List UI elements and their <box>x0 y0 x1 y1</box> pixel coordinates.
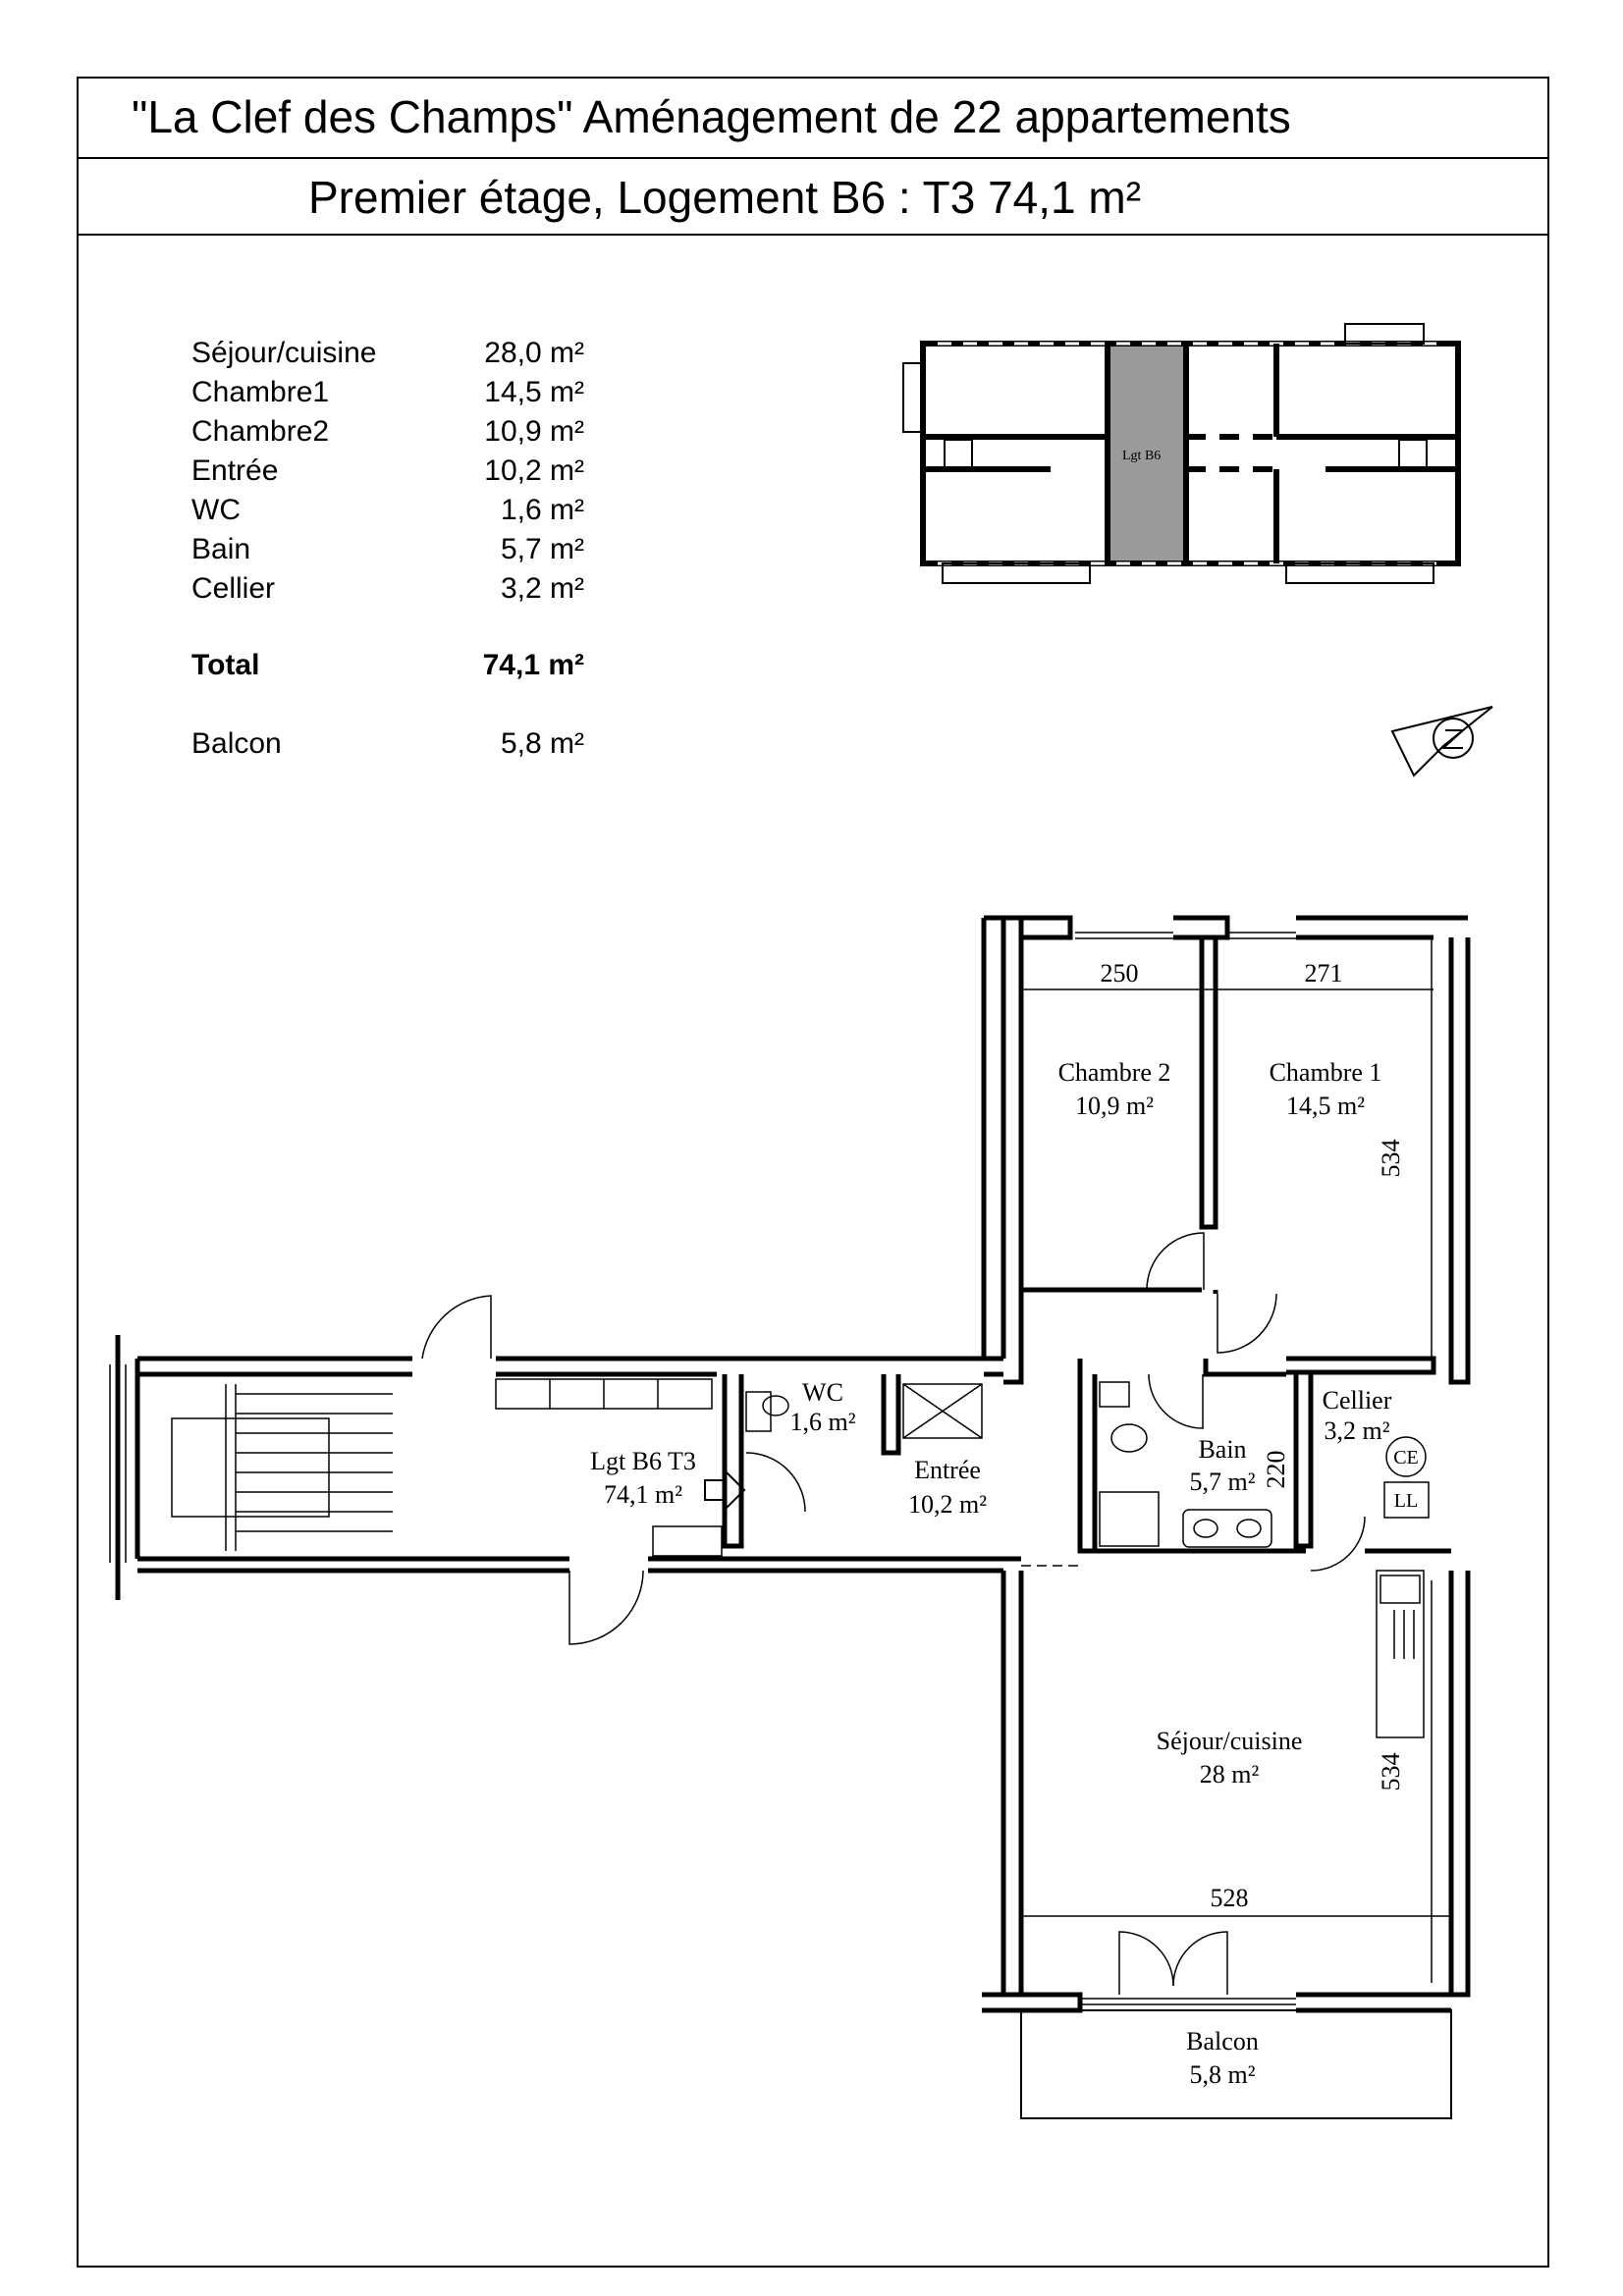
wall <box>1451 937 1468 1382</box>
unit-name: Lgt B6 T3 <box>590 1447 696 1475</box>
toilet-wc <box>763 1396 788 1415</box>
dim-sejour-depth: 534 <box>1377 1752 1405 1791</box>
wall <box>1173 918 1227 937</box>
north-arrow-icon <box>1392 707 1492 775</box>
ce-label: CE <box>1393 1447 1419 1468</box>
area-label: WC <box>191 494 241 526</box>
area-value: 10,2 m² <box>484 454 584 487</box>
area-label: Entrée <box>191 454 279 487</box>
unit-subtitle: Premier étage, Logement B6 : T3 74,1 m² <box>308 172 1142 223</box>
shower-tray <box>1100 1492 1159 1546</box>
wall <box>1202 937 1216 1227</box>
cellier-name: Cellier <box>1322 1386 1392 1415</box>
wc-area: 1,6 m² <box>789 1408 856 1436</box>
key-plan-stair-left <box>945 440 972 467</box>
door-chambre1 <box>1217 1294 1276 1353</box>
dim-bain-depth: 220 <box>1262 1450 1290 1489</box>
area-label: Chambre1 <box>191 376 330 408</box>
area-value: 28,0 m² <box>484 337 584 369</box>
area-value: 10,9 m² <box>484 415 584 448</box>
balcon-area: 5,8 m² <box>1189 2060 1256 2089</box>
area-label: Cellier <box>191 572 276 605</box>
wall <box>1003 918 1021 1360</box>
bain-area: 5,7 m² <box>1189 1468 1256 1496</box>
entree-area: 10,2 m² <box>907 1490 988 1519</box>
kitchen-counter <box>1377 1571 1424 1737</box>
door-balcon-right <box>1173 1932 1227 1995</box>
bain-name: Bain <box>1198 1435 1247 1464</box>
sejour-name: Séjour/cuisine <box>1156 1727 1303 1755</box>
doors <box>422 1233 1365 1995</box>
wc-name: WC <box>802 1378 843 1407</box>
chambre1-area: 14,5 m² <box>1285 1092 1366 1120</box>
sejour-area: 28 m² <box>1199 1760 1260 1789</box>
door-chambre2 <box>1147 1233 1204 1290</box>
door-cellier <box>1311 1517 1365 1571</box>
room-labels <box>590 1058 1392 2089</box>
chambre2-area: 10,9 m² <box>1074 1092 1155 1120</box>
toilet-bain <box>1111 1424 1147 1452</box>
entry-cabinet <box>653 1526 722 1556</box>
wall <box>725 1374 741 1546</box>
dim-chambre2-width: 250 <box>1100 959 1139 988</box>
balcon-name: Balcon <box>1186 2027 1259 2056</box>
wall <box>1286 1359 1434 1372</box>
area-value: 5,7 m² <box>500 533 584 565</box>
equipment-labels <box>1393 1447 1419 1512</box>
wall <box>1003 937 1021 1382</box>
door-balcon-left <box>1119 1932 1173 1995</box>
door-bain <box>1149 1374 1203 1428</box>
area-label: Bain <box>191 533 251 565</box>
ll-label: LL <box>1393 1490 1419 1512</box>
key-plan-unit-label: Lgt B6 <box>1122 449 1162 463</box>
wall <box>884 1374 898 1453</box>
balcon-label: Balcon <box>191 727 282 760</box>
total-label: Total <box>191 649 260 681</box>
dim-sejour-width: 528 <box>1210 1884 1249 1912</box>
total-value: 74,1 m² <box>482 649 584 681</box>
project-title: "La Clef des Champs" Aménagement de 22 appartements <box>132 91 1291 142</box>
dim-chambre-depth: 534 <box>1377 1139 1405 1178</box>
key-plan-stair-right <box>1399 440 1427 467</box>
chambre1-name: Chambre 1 <box>1269 1058 1382 1087</box>
wall <box>982 1995 1080 2010</box>
key-plan-outline <box>923 344 1458 563</box>
area-value: 1,6 m² <box>500 494 584 526</box>
wall <box>1296 1374 1311 1546</box>
area-label: Chambre2 <box>191 415 330 448</box>
wall <box>1451 1571 1468 1995</box>
dim-chambre1-width: 271 <box>1304 959 1343 988</box>
wall <box>1003 1571 1021 1995</box>
door-wc <box>746 1453 805 1512</box>
wall <box>1206 1359 1286 1374</box>
cellier-area: 3,2 m² <box>1324 1416 1390 1445</box>
area-value: 3,2 m² <box>500 572 584 605</box>
area-label: Séjour/cuisine <box>191 337 377 369</box>
unit-area: 74,1 m² <box>603 1480 683 1509</box>
wall <box>1021 918 1070 937</box>
staircase <box>172 1384 393 1551</box>
balcon-value: 5,8 m² <box>500 727 584 760</box>
wall <box>1080 1359 1095 1551</box>
door-unit-entry <box>569 1571 643 1644</box>
chambre2-name: Chambre 2 <box>1057 1058 1171 1087</box>
area-value: 14,5 m² <box>484 376 584 408</box>
double-basin <box>1183 1510 1271 1547</box>
entree-name: Entrée <box>914 1456 981 1484</box>
key-plan <box>903 324 1458 583</box>
door-landing <box>422 1296 491 1359</box>
